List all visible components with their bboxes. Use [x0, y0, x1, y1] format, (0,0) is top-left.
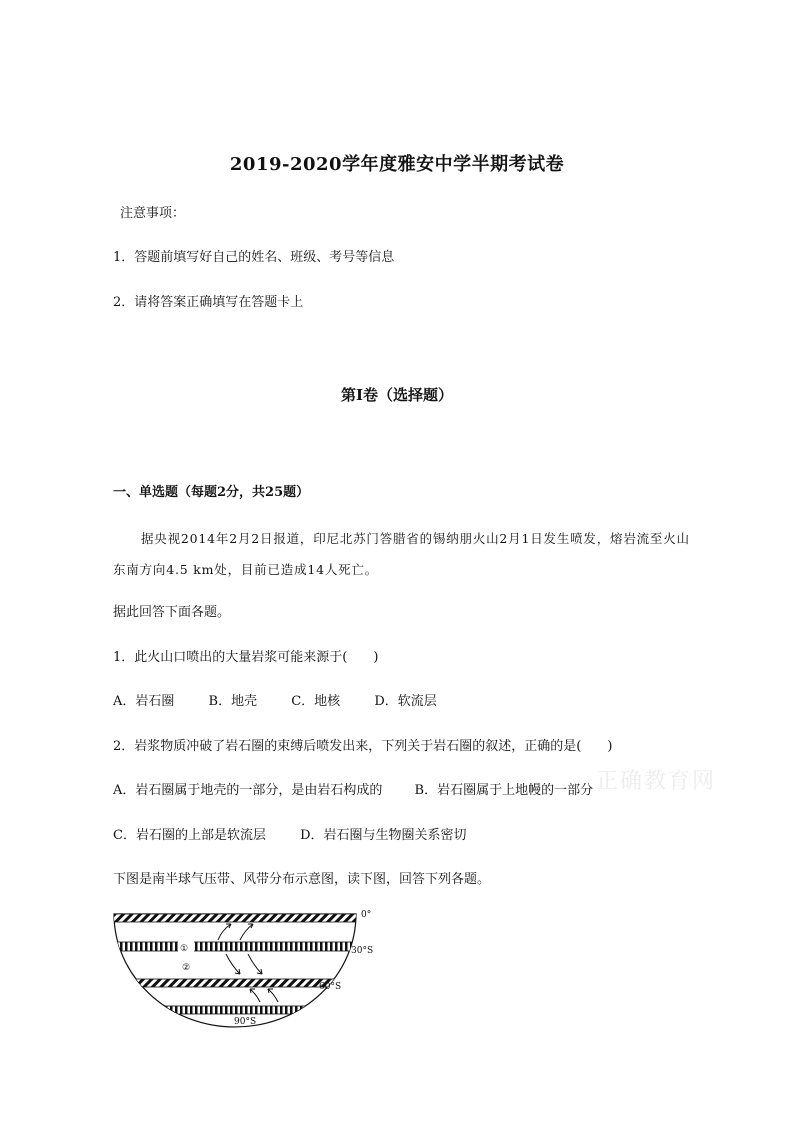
question-1-stem: 1．此火山口喷出的大量岩浆可能来源于( ) — [113, 650, 379, 665]
watermark: 正确教育网 — [596, 769, 717, 794]
option-c: C．岩石圈的上部是软流层 — [113, 828, 266, 843]
lat-label-0: 0° — [361, 910, 372, 920]
volume-title: 第I卷（选择题） — [340, 386, 454, 404]
option-c: C．地核 — [291, 694, 341, 709]
option-d: D．岩石圈与生物圈关系密切 — [300, 828, 467, 843]
notice-item: 1．答题前填写好自己的姓名、班级、考号等信息 — [113, 250, 395, 265]
lat-label-90s: 90°S — [234, 1017, 257, 1027]
question-2-stem: 2．岩浆物质冲破了岩石圈的束缚后喷发出来，下列关于岩石圈的叙述，正确的是( ) — [113, 739, 613, 754]
pressure-belt-diagram — [110, 900, 400, 1030]
option-b: B．岩石圈属于上地幔的一部分 — [414, 783, 594, 798]
question-2-options-row-2 — [113, 824, 467, 843]
notice-heading: 注意事项： — [120, 206, 186, 221]
zone-2-label: ② — [182, 963, 191, 973]
question-prompt: 据此回答下面各题。 — [113, 605, 231, 620]
question-2-options-row-1 — [113, 779, 621, 798]
polar-high-belt — [110, 1006, 360, 1014]
zone-1-label: ① — [180, 944, 189, 954]
lat-label-30s: 30°S — [351, 946, 374, 956]
option-b: B．地壳 — [208, 694, 258, 709]
notice-item: 2．请将答案正确填写在答题卡上 — [113, 295, 304, 310]
page-title: 2019-2020学年度雅安中学半期考试卷 — [229, 154, 565, 175]
lat-label-60s: 60°S — [319, 982, 342, 992]
option-a: A．岩石圈 — [113, 694, 175, 709]
option-d: D．软流层 — [374, 694, 437, 709]
equatorial-low-belt — [110, 914, 360, 922]
section-title: 一、单选题（每题2分，共25题） — [113, 485, 310, 500]
question-1-options — [113, 690, 437, 709]
option-a: A．岩石圈属于地壳的一部分，是由岩石构成的 — [113, 783, 383, 798]
reading-passage: 据央视2014年2月2日报道，印尼北苏门答腊省的锡纳朋火山2月1日发生喷发，熔岩流至火山东南方向4.5 km处，目前已造成14人死亡。 — [113, 531, 690, 577]
figure-intro: 下图是南半球气压带、风带分布示意图，读下图，回答下列各题。 — [113, 872, 491, 887]
subtropical-high-belt — [110, 942, 360, 951]
